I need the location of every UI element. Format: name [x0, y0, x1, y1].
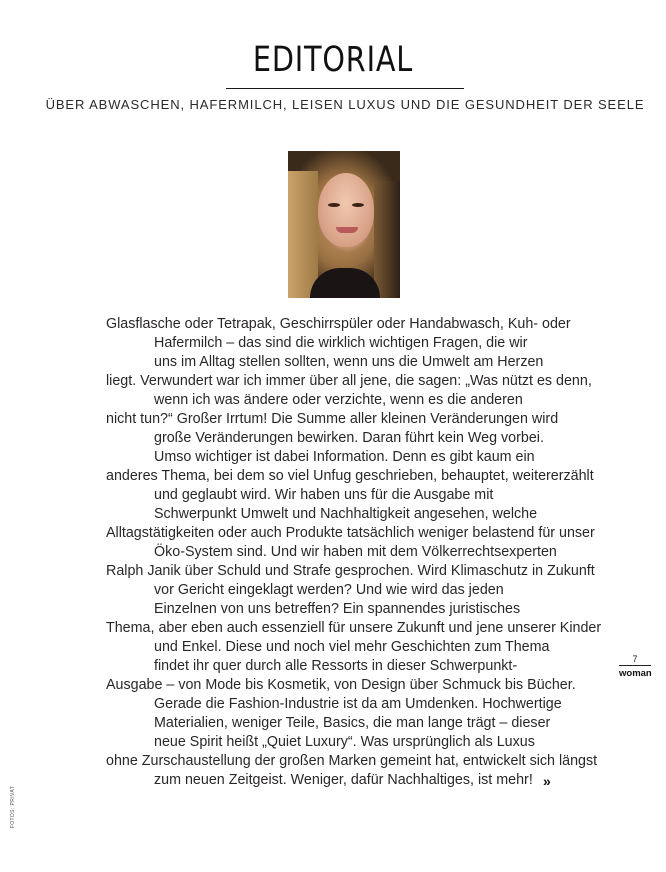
body-line: anderes Thema, bei dem so viel Unfug geschrieben, behauptet, weitererzählt [106, 468, 594, 484]
body-line: und geglaubt wird. Wir haben uns für die Ausgabe mit [154, 487, 494, 503]
hair-left [288, 171, 318, 298]
body-line: zum neuen Zeitgeist. Weniger, dafür Nachhaltiges, ist mehr! [154, 772, 533, 788]
body-line: Einzelnen von uns betreffen? Ein spannendes juristisches [154, 601, 521, 617]
continue-arrow-icon: » [543, 773, 551, 789]
body-line: und Enkel. Diese und noch viel mehr Geschichten zum Thema [154, 639, 550, 655]
body-line: Hafermilch – das sind die wirklich wichtigen Fragen, die wir [154, 335, 528, 351]
body-line: Gerade die Fashion-Industrie ist da am Umdenken. Hochwertige [154, 696, 562, 712]
body-line: Schwerpunkt Umwelt und Nachhaltigkeit angesehen, welche [154, 506, 538, 522]
body-line: Ausgabe – von Mode bis Kosmetik, von Design über Schmuck bis Bücher. [106, 677, 576, 693]
body-line: wenn ich was ändere oder verzichte, wenn es die anderen [154, 392, 523, 408]
mouth [336, 227, 358, 233]
body-line: Alltagstätigkeiten oder auch Produkte tatsächlich weniger belastend für unser [106, 525, 595, 541]
body-line: Umso wichtiger ist dabei Information. Denn es gibt kaum ein [154, 449, 535, 465]
photo-credit-text: FOTOS: PRIVAT [10, 785, 17, 829]
body-line: Glasflasche oder Tetrapak, Geschirrspüler oder Handabwasch, Kuh- oder [106, 316, 571, 332]
title-underline [226, 88, 464, 89]
body-line: nicht tun?“ Großer Irrtum! Die Summe aller kleinen Veränderungen wird [106, 411, 559, 427]
face [318, 173, 374, 247]
photo-credit [0, 785, 17, 830]
body-line: ohne Zurschaustellung der großen Marken gemeint hat, entwickelt sich längst [106, 753, 598, 769]
body-line: Öko-System sind. Und wir haben mit dem Völkerrechtsexperten [154, 544, 557, 560]
eye-right [352, 203, 364, 207]
author-portrait-photo [288, 151, 400, 298]
body-line: liegt. Verwundert war ich immer über all jene, die sagen: „Was nützt es denn, [106, 373, 592, 389]
shirt [310, 268, 380, 298]
hair-right [374, 181, 400, 298]
body-line: Materialien, weniger Teile, Basics, die man lange trägt – dieser [154, 715, 551, 731]
body-line: uns im Alltag stellen sollten, wenn uns die Umwelt am Herzen [154, 354, 544, 370]
magazine-name: woman [619, 668, 652, 679]
page-subtitle: ÜBER ABWASCHEN, HAFERMILCH, LEISEN LUXUS UND DIE GESUNDHEIT DER SEELE [45, 97, 645, 112]
page-folio [619, 654, 651, 679]
body-line: große Veränderungen bewirken. Daran führt kein Weg vorbei. [154, 430, 544, 446]
page-number: 7 [632, 654, 638, 664]
body-line: vor Gericht eingeklagt werden? Und wie wird das jeden [154, 582, 504, 598]
body-line: neue Spirit heißt „Quiet Luxury“. Was ursprünglich als Luxus [154, 734, 535, 750]
page-title: EDITORIAL [252, 40, 414, 80]
eye-left [328, 203, 340, 207]
folio-rule [619, 665, 651, 666]
body-line: Thema, aber eben auch essenziell für unsere Zukunft und jene unserer Kinder [106, 620, 602, 636]
body-line: Ralph Janik über Schuld und Strafe gesprochen. Wird Klimaschutz in Zukunft [106, 563, 595, 579]
body-line: findet ihr quer durch alle Ressorts in dieser Schwerpunkt- [154, 658, 518, 674]
